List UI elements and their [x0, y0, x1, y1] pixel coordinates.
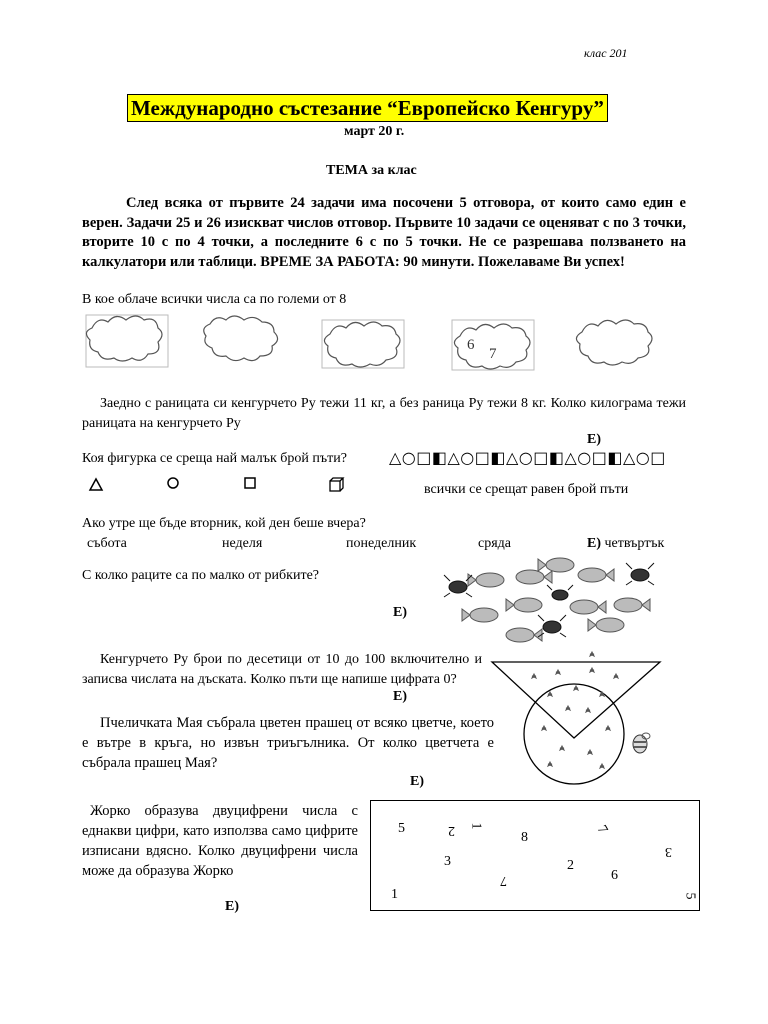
flower — [548, 762, 552, 766]
flower — [590, 652, 594, 656]
cloud-5 — [576, 320, 652, 365]
board-digit: 1 — [468, 822, 484, 830]
board-digit: 1 — [391, 887, 398, 902]
q3-shape-sequence: △○□◧△○□◧△○□◧△○□◧△○□ — [389, 448, 666, 467]
q8-digit-board — [370, 800, 700, 911]
board-digit: 2 — [567, 858, 574, 873]
board-digit: 7 — [593, 822, 611, 837]
q4-text: Ако утре ще бъде вторник, кой ден беше вчера? — [82, 516, 366, 531]
q4-option-a: събота — [87, 536, 127, 551]
board-digit: 3 — [444, 854, 451, 869]
fish-8 — [614, 598, 650, 612]
flower — [532, 674, 536, 678]
q2-e-label: Е) — [587, 432, 601, 447]
page-title: Международно състезание “Европейско Кенгуру” — [127, 94, 608, 122]
q8-e-label: Е) — [225, 899, 239, 914]
flower — [586, 708, 590, 712]
board-digit: 8 — [521, 830, 528, 845]
triangle-icon — [90, 479, 102, 490]
fish-7 — [462, 608, 498, 622]
q4-option-b: неделя — [222, 536, 263, 551]
flower — [614, 674, 618, 678]
crab-4 — [547, 585, 573, 600]
q1-clouds — [0, 310, 768, 370]
q7-e-label: Е) — [410, 774, 424, 789]
flower-circle — [524, 684, 624, 784]
q3-options — [0, 476, 768, 496]
q4-option-d: сряда — [478, 536, 511, 551]
q6-text: Кенгурчето Ру брои по десетици от 10 до 100 включително и записва числата на дъската. Колко пъти ще напише цифрата 0? — [82, 652, 482, 687]
q4-option-c: понеделник — [346, 536, 417, 551]
cloud-2 — [204, 316, 278, 361]
fish-2 — [516, 570, 552, 584]
q6-e-label: Е) — [393, 689, 407, 704]
board-digit: 6 — [611, 868, 618, 883]
q1-text: В кое облаче всички числа са по големи от 8 — [82, 292, 347, 307]
fish-9 — [588, 618, 624, 632]
flower — [548, 692, 552, 696]
flower — [560, 746, 564, 750]
fish-10 — [506, 628, 542, 642]
cloud-1 — [86, 316, 162, 361]
circle-icon — [168, 478, 178, 488]
flower — [590, 668, 594, 672]
q5-fish-crabs-picture — [0, 555, 768, 645]
q4-e-label: Е) — [587, 536, 601, 551]
bee-icon — [633, 733, 650, 753]
flower — [600, 764, 604, 768]
q7-text: Пчеличката Мая събрала цветен прашец от всяко цветче, което е вътре в кръга, но извън триъгълника. От колко цветчета е събрала прашец Мая? — [82, 715, 494, 771]
class-label: клас 201 — [584, 46, 628, 60]
fish-5 — [506, 598, 542, 612]
q2-text: Заедно с раницата си кенгурчето Ру тежи 11 кг, а без раница Ру тежи 8 кг. Колко килограма тежи раницата на кенгурчето Ру — [82, 396, 686, 431]
fish-3 — [538, 558, 574, 572]
q5-e-label: Е) — [393, 605, 407, 620]
cube-icon — [330, 478, 343, 491]
board-digit: 3 — [665, 844, 672, 859]
date-line: март 20 г. — [344, 124, 405, 139]
flower — [588, 750, 592, 754]
q4-option-e-wrap — [587, 536, 664, 552]
cloud-digit-7: 7 — [489, 346, 497, 362]
square-icon — [245, 478, 255, 488]
crab-2 — [626, 563, 654, 585]
flower — [574, 686, 578, 690]
q7-circle-triangle-picture — [0, 650, 768, 790]
flower-triangle — [492, 662, 660, 738]
q8-text: Жорко образува двуцифрени числа с еднакви цифри, като използва само цифрите изписани вдясно. Колко двуцифрени числа може да образува Жорко — [82, 803, 358, 879]
cloud-3 — [324, 322, 400, 367]
q4-option-e: четвъртък — [604, 536, 665, 551]
board-digit: 7 — [500, 873, 507, 888]
q3-option-e: всички се срещат равен брой пъти — [424, 482, 629, 497]
instructions-text: След всяка от първите 24 задачи има посочени 5 отговора, от които само един е верен. Задачи 25 и 26 изискват числов отговор. Първите 10 задачи се оценяват с по 3 точки, вторите 10 с по 4 точки, а последните 6 с по 5 точки. Не се разрешава ползването на калкулатори или таблици. ВРЕМЕ ЗА РАБОТА: 90 минути. Пожелаваме Ви успех! — [82, 195, 686, 270]
q3-text: Коя фигурка се среща най малък брой пъти? — [82, 451, 347, 466]
flower — [556, 670, 560, 674]
crab-3 — [538, 615, 566, 637]
flower — [606, 726, 610, 730]
board-digit: 5 — [682, 892, 698, 900]
fish-6 — [570, 600, 606, 614]
flower — [566, 706, 570, 710]
topic-line: ТЕМА за клас — [326, 163, 417, 178]
q5-text: С колко раците са по малко от рибките? — [82, 568, 320, 583]
cloud-digit-6: 6 — [467, 337, 475, 353]
fish-4 — [578, 568, 614, 582]
flower — [542, 726, 546, 730]
board-digit: 5 — [398, 821, 405, 836]
flower — [600, 692, 604, 696]
fish-1 — [468, 573, 504, 587]
board-digit: 2 — [448, 823, 455, 838]
instructions-paragraph — [82, 194, 686, 272]
